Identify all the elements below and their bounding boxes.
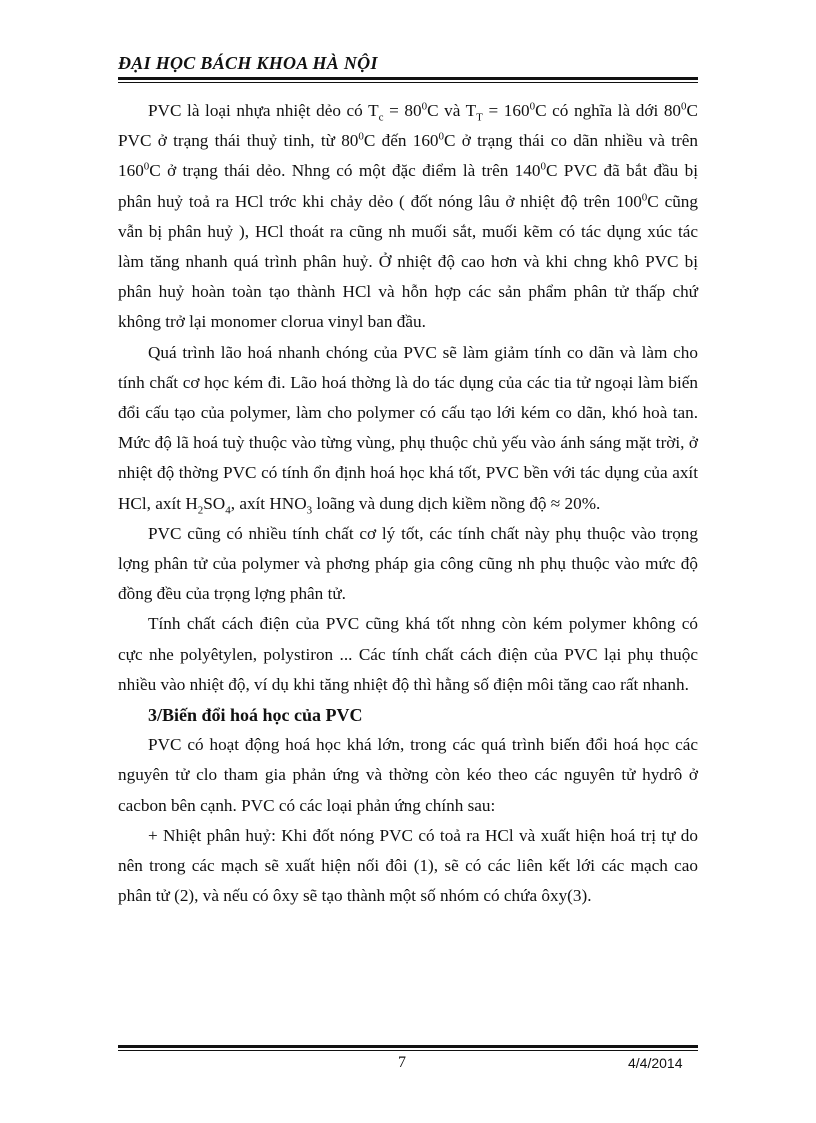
section-heading: 3/Biến đổi hoá học của PVC xyxy=(148,705,363,726)
paragraph-mechanical-properties: PVC cũng có nhiều tính chất cơ lý tốt, các tính chất này phụ thuộc vào trọng lợng phân tử của polymer và phơng pháp gia công cũng nh phụ thuộc vào mức độ đồng đều của trọng lợng phân tử. xyxy=(118,523,698,604)
paragraph-thermal-decomposition: + Nhiệt phân huỷ: Khi đốt nóng PVC có toả ra HCl và xuất hiện hoá trị tự do nên trong các mạch sẽ xuất hiện nối đôi (1), sẽ có các liên kết lới các mạch cao phân tử (2), và nếu có ôxy sẽ tạo thành một số nhóm có chứa ôxy(3). xyxy=(118,825,698,906)
page-number: 7 xyxy=(398,1054,406,1071)
page-header-title: ĐẠI HỌC BÁCH KHOA HÀ NỘI xyxy=(118,53,378,73)
paragraph-aging: Quá trình lão hoá nhanh chóng của PVC sẽ làm giảm tính co dãn và làm cho tính chất cơ học kém đi. Lão hoá thờng là do tác dụng của các tia tử ngoại làm biến đổi cấu tạo của polymer, làm cho polymer có cấu tạo lới kém co dãn, khó hoà tan. Mức độ lã hoá tuỳ thuộc vào từng vùng, phụ thuộc chủ yếu vào ánh sáng mặt trời, ở nhiệt độ thờng PVC có tính ổn định hoá học khá tốt, PVC bền với tác dụng của axít HCl, axít $H_2SO_4$, axít $HNO_3$ loãng và dung dịch kiềm nồng độ ≈ 20%. xyxy=(118,342,698,517)
footer-rule xyxy=(118,1045,698,1048)
page-date: 4/4/2014 xyxy=(628,1055,683,1071)
paragraph-electrical-properties: Tính chất cách điện của PVC cũng khá tốt nhng còn kém polymer không có cực nhe polyêtylen, polystiron ... Các tính chất cách điện của PVC lại phụ thuộc nhiều vào nhiệt độ, ví dụ khi tăng nhiệt độ thì hằng số điện môi tăng cao rất nhanh. xyxy=(118,614,698,694)
document-body xyxy=(118,96,698,911)
footer-rule-thin xyxy=(118,1050,698,1051)
header-rule xyxy=(118,77,698,80)
paragraph-chemical-activity: PVC có hoạt động hoá học khá lớn, trong các quá trình biến đổi hoá học các nguyên tử clo tham gia phản ứng và thờng còn kéo theo các nguyên tử hydrô ở cacbon bên cạnh. PVC có các loại phản ứng chính sau: xyxy=(118,735,698,815)
header-rule-thin xyxy=(118,82,698,83)
paragraph-pvc-thermal-states: PVC là loại nhựa nhiệt dẻo có $T_c = 80^0C$ và $T_T = 160^0C$ có nghĩa là dới $80^0C$ PVC ở trạng thái thuỷ tinh, từ $80^0C$ đến $160^0C$ ở trạng thái co dãn nhiều và trên $160^0C$ ở trạng thái dẻo. Nhng có một đặc điểm là trên $140^0C$ PVC đã bắt đầu bị phân huỷ toả ra HCl trớc khi chảy dẻo ( đốt nóng lâu ở nhiệt độ trên $100^0C$ cũng vẫn bị phân huỷ ), HCl thoát ra cũng nh muối sắt, muối kẽm có tác dụng xúc tác làm tăng nhanh quá trình phân huỷ. Ở nhiệt độ cao hơn và khi chng khô PVC bị phân huỷ hoàn toàn tạo thành HCl và hỗn hợp các sản phẩm phân tử thấp chứ không trở lại monomer clorua vinyl ban đầu. xyxy=(118,100,699,332)
